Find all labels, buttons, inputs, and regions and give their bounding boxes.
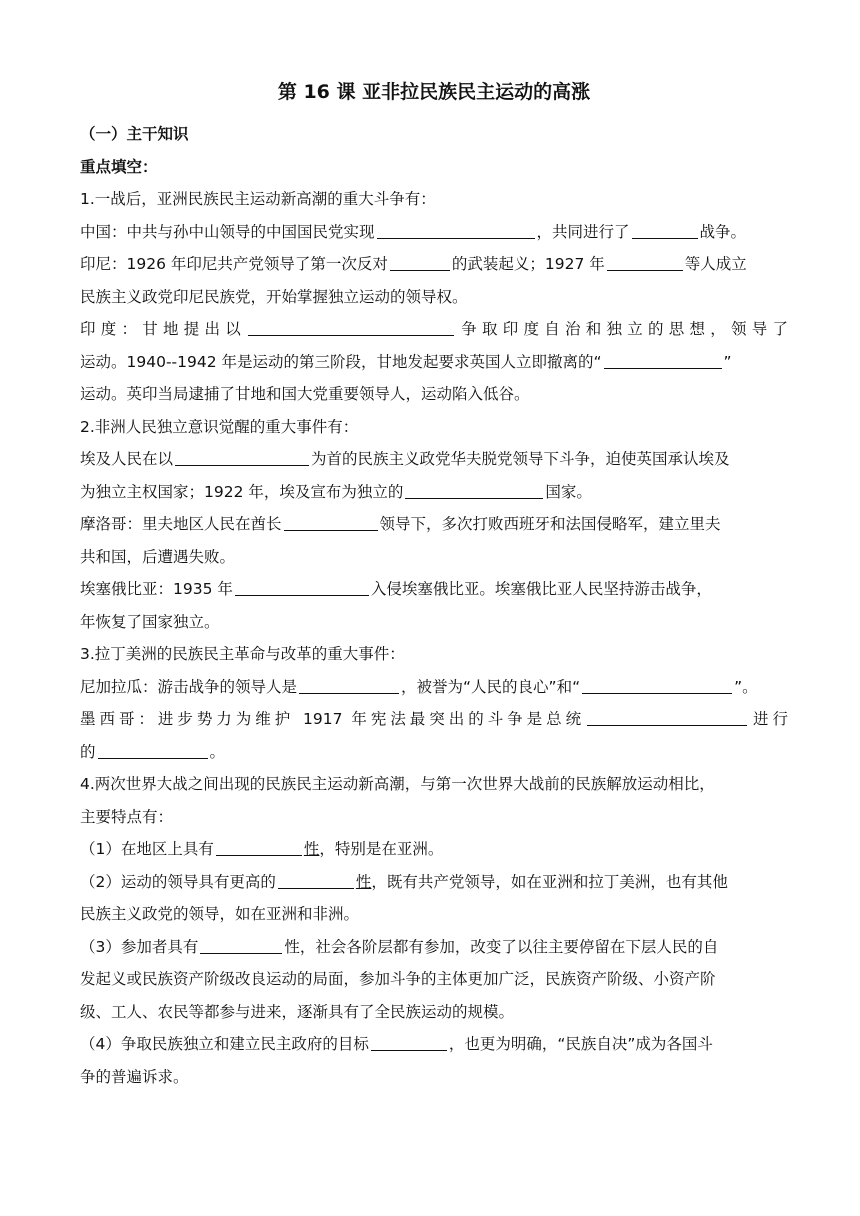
worksheet-page	[80, 78, 788, 1093]
q4-p1-text-a: （1）在地区上具有	[80, 840, 214, 858]
q1-intro: 1.一战后，亚洲民族民主运动新高潮的重大斗争有：	[80, 190, 436, 208]
blank-egypt-leader[interactable]	[175, 447, 309, 466]
q1-india-line-3: 运动。英印当局逮捕了甘地和国大党重要领导人，运动陷入低谷。	[80, 385, 530, 403]
q3-nicaragua-line	[80, 671, 788, 704]
q4-point-2	[80, 866, 788, 899]
blank-goal-trait[interactable]	[371, 1032, 447, 1051]
q1-china-text-c: 战争。	[699, 222, 747, 241]
q2-egypt-text-b: 为首的民族主义政党华夫脱党领导下斗争，迫使英国承认埃及	[311, 450, 730, 468]
section-header: （一）主干知识	[80, 125, 189, 143]
q4-p2-text-a: （2）运动的领导具有更高的	[80, 872, 276, 891]
q4-intro: 4.两次世界大战之间出现的民族民主运动新高潮，与第一次世界大战前的民族解放运动相比，	[80, 775, 715, 793]
blank-leadership-trait[interactable]	[278, 870, 354, 889]
q2-morocco-text-b: 领导下，多次打败西班牙和法国侵略军，建立里夫	[379, 515, 721, 533]
q3-mex-text-c: 的	[80, 742, 96, 761]
q3-nica-text-b: ，被誉为“人民的良心”和“	[401, 677, 581, 696]
q1-india-text-a: 印度：甘地提出以	[80, 320, 246, 338]
q2-ethiopia-line	[80, 573, 788, 606]
q4-point-2-cont: 民族主义政党的领导，如在亚洲和非洲。	[80, 905, 360, 923]
q1-india-line-2	[80, 346, 788, 379]
blank-egypt-state-type[interactable]	[405, 480, 543, 499]
q1-indo-text-a: 印尼：1926 年印尼共产党领导了第一次反对	[80, 255, 388, 273]
q2-egypt-line	[80, 443, 788, 476]
q1-india-line	[80, 313, 788, 346]
q4-p1-text-b: 性	[303, 840, 320, 858]
q1-india-text-c: 运动。1940--1942 年是运动的第三阶段，甘地发起要求英国人立即撤离的“	[80, 352, 602, 371]
q3-mex-text-a: 墨西哥：进步势力为维护 1917 年宪法最突出的斗争是总统	[80, 710, 586, 728]
blank-mexico-reform[interactable]	[98, 740, 208, 759]
q2-morocco-line	[80, 508, 788, 541]
q1-indo-text-b: 的武装起义；1927 年	[451, 255, 605, 273]
q1-china-line	[80, 216, 788, 249]
q1-indonesia-line-2: 民族主义政党印尼民族党，开始掌握独立运动的领导权。	[80, 287, 468, 306]
q4-p2-text-c: ，既有共产党领导，如在亚洲和拉丁美洲，也有其他	[371, 872, 728, 891]
blank-morocco-chief[interactable]	[284, 512, 378, 531]
blank-india-quit-campaign[interactable]	[604, 350, 722, 369]
q2-egypt-text-a: 埃及人民在以	[80, 450, 174, 468]
q2-morocco-text-a: 摩洛哥：里夫地区人民在酋长	[80, 515, 282, 533]
q2-ethiopia-text-a: 埃塞俄比亚：1935 年	[80, 580, 233, 598]
q2-egypt-text-c: 为独立主权国家；1922 年，埃及宣布为独立的	[80, 482, 404, 501]
page-title: 第 16 课 亚非拉民族民主运动的高涨	[277, 81, 591, 103]
q4-intro-2: 主要特点有：	[80, 807, 174, 826]
q4-point-4	[80, 1028, 788, 1061]
q1-china-text-b: ，共同进行了	[536, 222, 630, 241]
q1-india-text-b: 争取印度自治和独立的思想，领导了	[456, 320, 788, 338]
q2-intro: 2.非洲人民独立意识觉醒的重大事件有：	[80, 417, 359, 436]
blank-participant-trait[interactable]	[200, 935, 282, 954]
q3-mex-text-d: 。	[209, 742, 226, 761]
blank-china-cooperation[interactable]	[377, 220, 535, 239]
q1-indo-text-c: 等人成立	[684, 255, 747, 273]
q2-egypt-text-d: 国家。	[545, 482, 592, 501]
q4-p4-text-b: ，也更为明确，“民族自决”成为各国斗	[448, 1035, 713, 1053]
q4-p3-text-b: 性，社会各阶层都有参加，改变了以往主要停留在下层人民的自	[284, 937, 719, 956]
q1-china-text-a: 中国：中共与孙中山领导的中国国民党实现	[80, 222, 375, 241]
q3-intro: 3.拉丁美洲的民族民主革命与改革的重大事件：	[80, 645, 405, 663]
q4-point-3	[80, 931, 788, 964]
blank-india-method[interactable]	[248, 317, 454, 336]
q2-egypt-line-2	[80, 476, 788, 509]
blank-mexico-president[interactable]	[587, 707, 747, 726]
blank-china-war[interactable]	[632, 220, 698, 239]
q3-mexico-line	[80, 703, 788, 736]
q2-morocco-line-2: 共和国，后遭遇失败。	[80, 547, 236, 566]
q3-nica-text-a: 尼加拉瓜：游击战争的领导人是	[80, 677, 298, 696]
q3-mex-text-b: 进行	[749, 710, 788, 728]
q4-point-4-cont: 争的普遍诉求。	[80, 1067, 189, 1086]
q4-p4-text-a: （4）争取民族独立和建立民主政府的目标	[80, 1035, 369, 1053]
q3-nica-text-c: ”。	[734, 677, 758, 696]
q3-mexico-line-2	[80, 736, 788, 769]
blank-region-trait[interactable]	[216, 837, 302, 856]
q4-point-3-cont: 发起义或民族资产阶级改良运动的局面，参加斗争的主体更加广泛，民族资产阶级、小资产阶	[80, 970, 716, 988]
q4-point-3-cont-2: 级、工人、农民等都参与进来，逐渐具有了全民族运动的规模。	[80, 1002, 515, 1021]
q4-p2-text-b: 性	[355, 872, 372, 891]
q2-ethiopia-text-b: 入侵埃塞俄比亚。埃塞俄比亚人民坚持游击战争，	[370, 580, 712, 598]
q4-point-1	[80, 833, 788, 866]
blank-nicaragua-title[interactable]	[582, 675, 732, 694]
q1-indonesia-line	[80, 248, 788, 281]
blank-nicaragua-leader[interactable]	[299, 675, 399, 694]
subheading: 重点填空：	[80, 157, 158, 176]
q2-ethiopia-line-2: 年恢复了国家独立。	[80, 612, 220, 631]
q4-p1-text-c: ，特别是在亚洲。	[319, 840, 444, 858]
blank-ethiopia-invader[interactable]	[235, 577, 369, 596]
q4-p3-text-a: （3）参加者具有	[80, 937, 199, 956]
blank-indonesia-against[interactable]	[390, 252, 450, 271]
blank-indonesia-founder[interactable]	[607, 252, 683, 271]
q1-india-text-d: ”	[723, 352, 732, 371]
